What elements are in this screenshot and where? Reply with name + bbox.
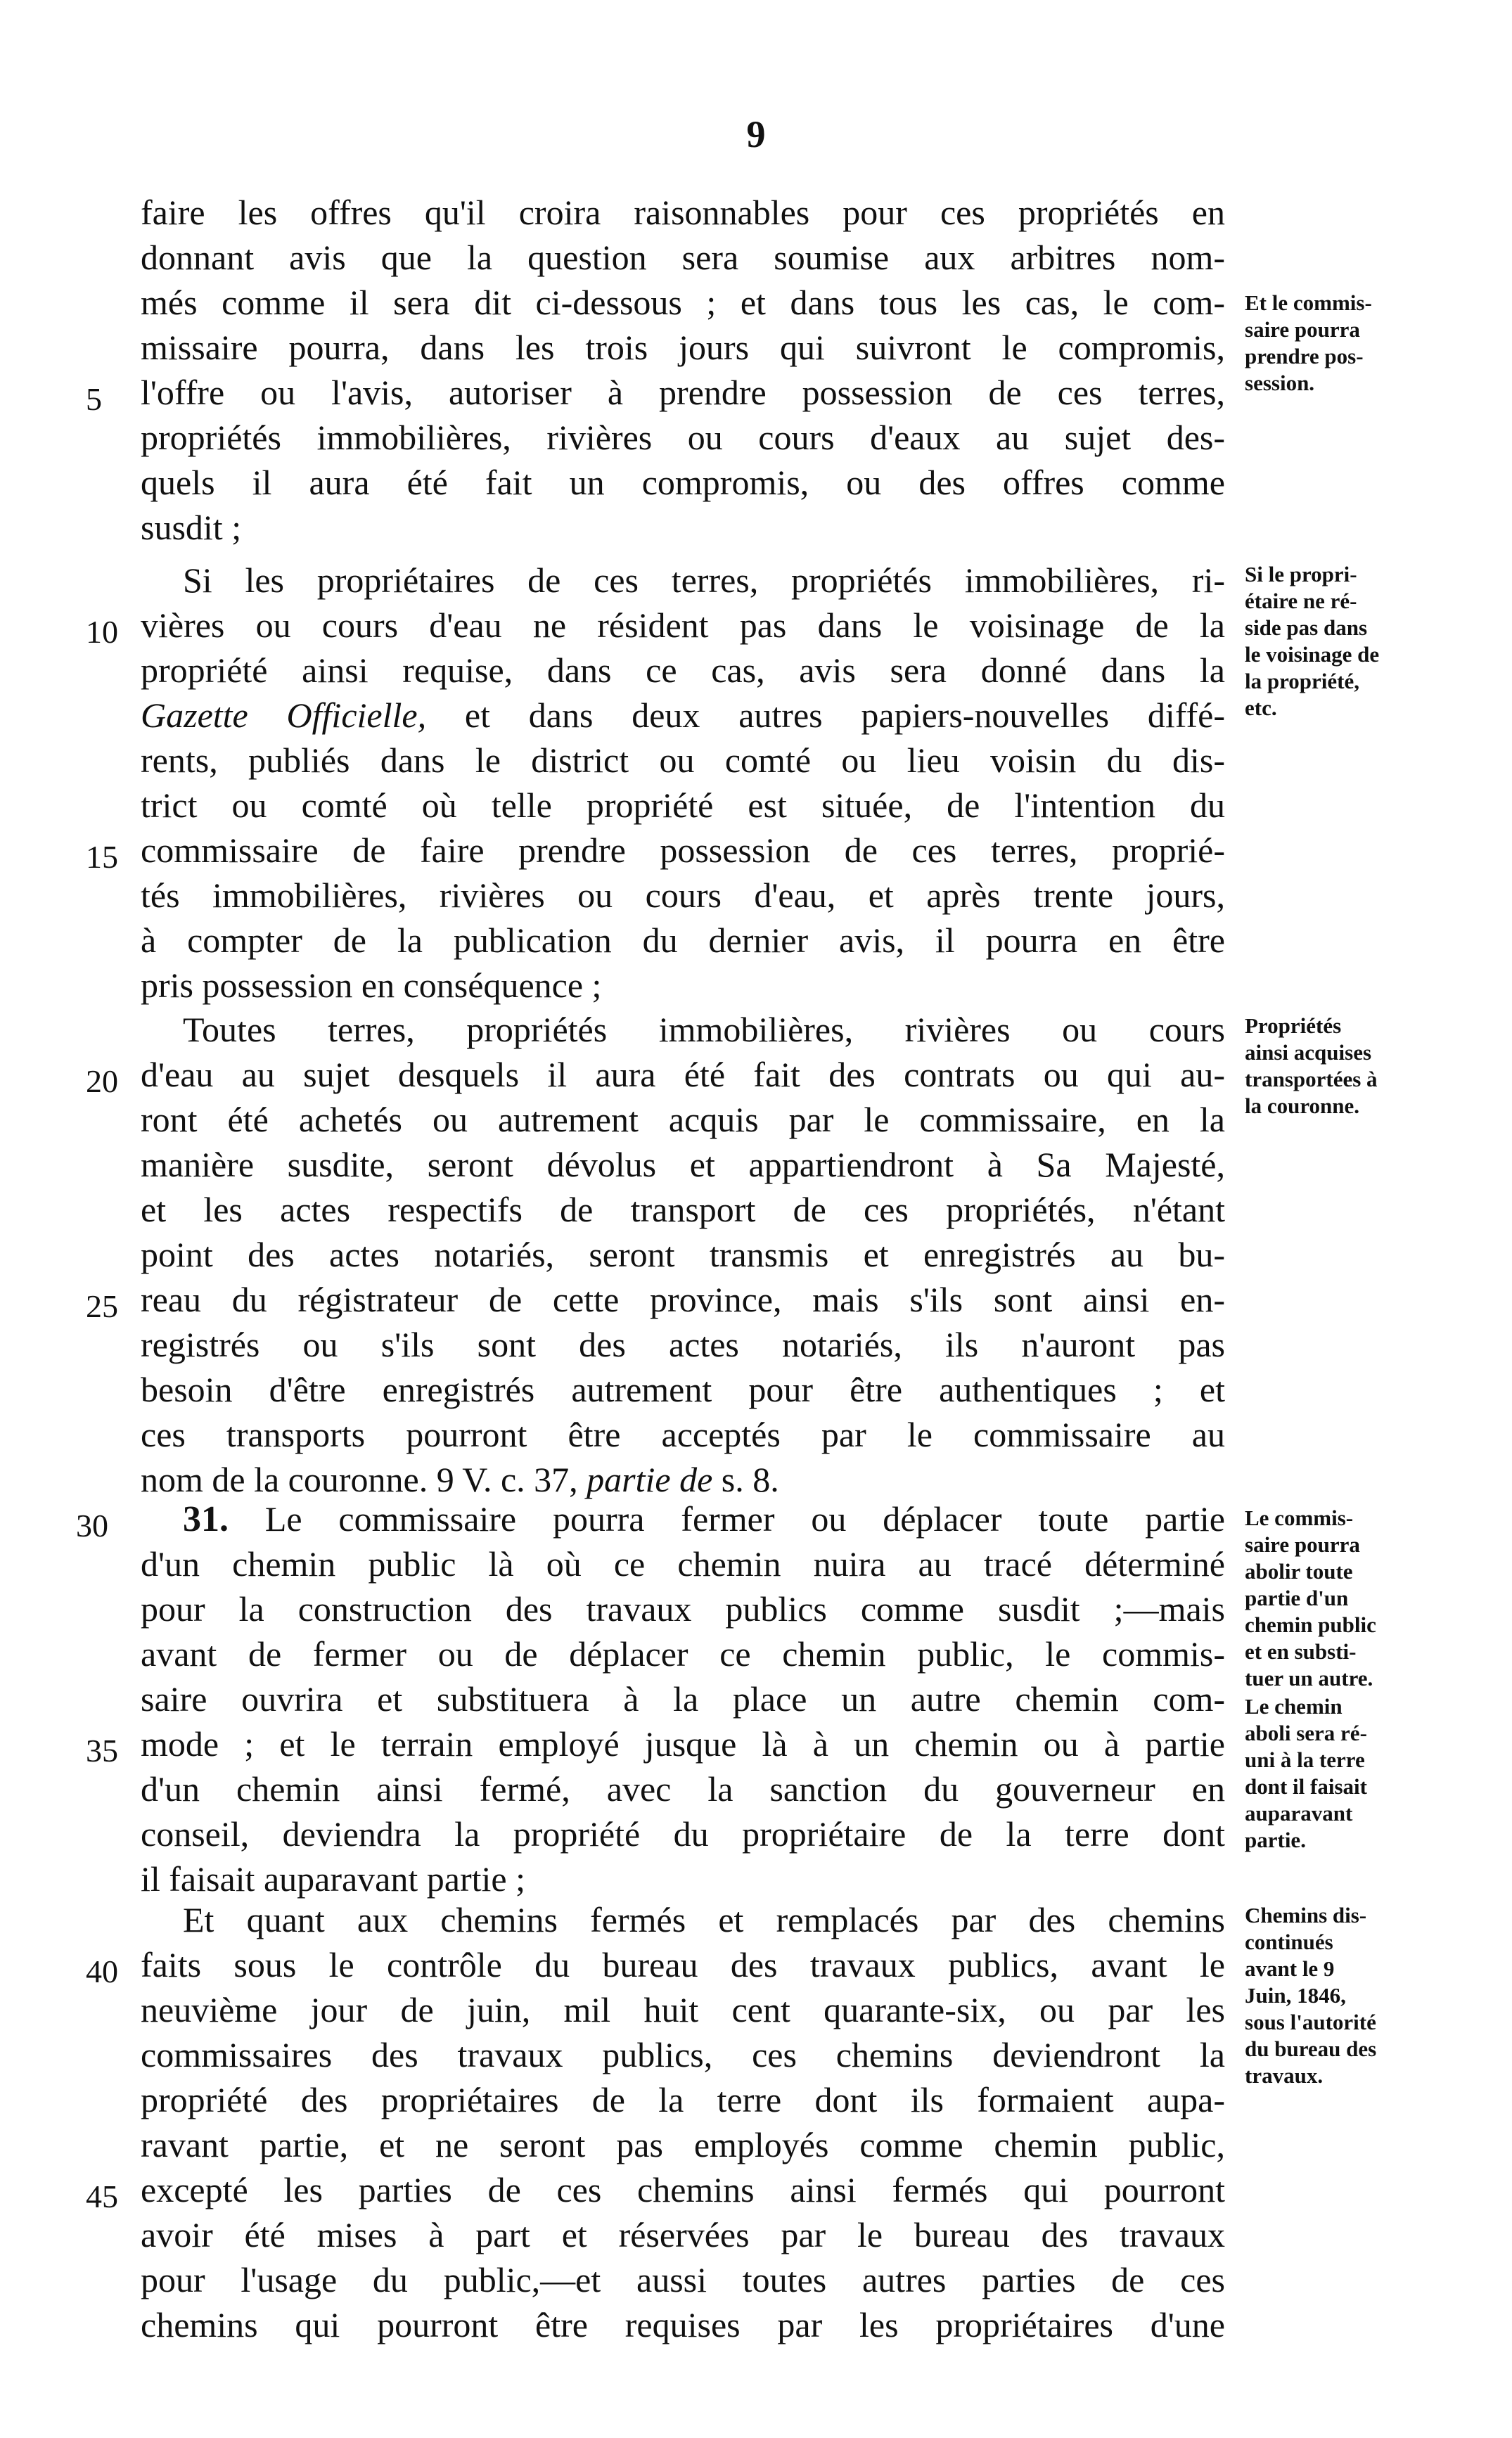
paragraph-1 — [86, 190, 1225, 550]
gazette-title: Gazette Officielle, — [141, 695, 427, 735]
line-number: 20 — [86, 1063, 118, 1099]
text-line: neuvième jour de juin, mil huit cent quarante-six, ou par les — [141, 1990, 1225, 2029]
text-line: 40 faits sous le contrôle du bureau des travaux publics, avant le — [141, 1942, 1225, 1987]
text-line: et les actes respectifs de transport de ces propriétés, n'étant — [141, 1190, 1225, 1229]
text-line: 20 d'eau au sujet desquels il aura été fait des contrats ou qui au- — [141, 1052, 1225, 1097]
text-line: commissaires des travaux publics, ces chemins deviendront la — [141, 2035, 1225, 2074]
text-line: rents, publiés dans le district ou comté ou lieu voisin du dis- — [141, 740, 1225, 780]
margin-note: Le chemin aboli sera ré- uni à la terre dont il faisait auparavant partie. — [1245, 1694, 1367, 1852]
text-line: 30 31. Le commissaire pourra fermer ou déplacer toute partie — [141, 1496, 1225, 1541]
text-line: avoir été mises à part et réservées par le bureau des travaux — [141, 2215, 1225, 2254]
text-line: propriété des propriétaires de la terre dont ils formaient aupa- — [141, 2080, 1225, 2119]
text-line: ront été achetés ou autrement acquis par le commissaire, en la — [141, 1100, 1225, 1139]
text-line: registrés ou s'ils sont des actes notariés, ils n'auront pas — [141, 1325, 1225, 1364]
text-line: d'un chemin ainsi fermé, avec la sanction du gouverneur en — [141, 1769, 1225, 1809]
text-line: 45 excepté les parties de ces chemins ainsi fermés qui pourront — [141, 2167, 1225, 2212]
text-line: trict ou comté où telle propriété est située, de l'intention du — [141, 785, 1225, 825]
text-line: propriété ainsi requise, dans ce cas, avis sera donné dans la — [141, 650, 1225, 690]
section-number: 31. — [183, 1499, 229, 1539]
text-line: missaire pourra, dans les trois jours qui suivront le compromis, — [141, 328, 1225, 367]
margin-note: Et le commis- saire pourra prendre pos- session. — [1245, 290, 1372, 395]
line-number: 30 — [76, 1508, 108, 1544]
text-line: ces transports pourront être acceptés par le commissaire au — [141, 1415, 1225, 1454]
paragraph-2 — [86, 558, 1225, 1008]
text-line: tés immobilières, rivières ou cours d'eau, et après trente jours, — [141, 875, 1225, 915]
text-line: pour l'usage du public,—et aussi toutes autres parties de ces — [141, 2260, 1225, 2299]
text-line: il faisait auparavant partie ; — [141, 1859, 525, 1899]
line-number: 40 — [86, 1953, 118, 1989]
text-line: 10 vières ou cours d'eau ne résident pas dans le voisinage de la — [141, 603, 1225, 648]
text-line: 5 l'offre ou l'avis, autoriser à prendre possession de ces terres, — [141, 370, 1225, 415]
text-line: d'un chemin public là où ce chemin nuira au tracé déterminé — [141, 1544, 1225, 1584]
text-line: 25 reau du régistrateur de cette province, mais s'ils sont ainsi en- — [141, 1277, 1225, 1322]
text-line: donnant avis que la question sera soumise aux arbitres nom- — [141, 238, 1225, 277]
text-line: Si les propriétaires de ces terres, propriétés immobilières, ri- — [183, 560, 1225, 600]
text-line: 15 commissaire de faire prendre possession de ces terres, proprié- — [141, 828, 1225, 873]
text-line: més comme il sera dit ci-dessous ; et dans tous les cas, le com- — [141, 283, 1225, 322]
section-31 — [76, 1496, 1225, 1901]
text-line: besoin d'être enregistrés autrement pour être authentiques ; et — [141, 1370, 1225, 1409]
line-number: 5 — [86, 381, 102, 417]
line-number: 35 — [86, 1733, 118, 1769]
text-line: 35 mode ; et le terrain employé jusque là à un chemin ou à partie — [141, 1721, 1225, 1766]
text-line: saire ouvrira et substituera à la place un autre chemin com- — [141, 1679, 1225, 1719]
margin-note: Propriétés ainsi acquises transportées à la couronne. — [1245, 1013, 1378, 1118]
text-line: pris possession en conséquence ; — [141, 965, 602, 1005]
text-line: propriétés immobilières, rivières ou cours d'eaux au sujet des- — [141, 418, 1225, 457]
text-line: Et quant aux chemins fermés et remplacés par des chemins — [183, 1900, 1225, 1939]
text-line: Toutes terres, propriétés immobilières, rivières ou cours — [183, 1010, 1225, 1049]
text-line: faire les offres qu'il croira raisonnables pour ces propriétés en — [141, 193, 1225, 232]
text-line: susdit ; — [141, 508, 242, 547]
text-line: manière susdite, seront dévolus et appartiendront à Sa Majesté, — [141, 1145, 1225, 1184]
text-line: nom de la couronne. 9 V. c. 37, partie de s. 8. — [141, 1460, 779, 1499]
text-line: pour la construction des travaux publics comme susdit ;—mais — [141, 1589, 1225, 1629]
line-number: 15 — [86, 839, 118, 875]
text-line: conseil, deviendra la propriété du propriétaire de la terre dont — [141, 1814, 1225, 1854]
margin-note: Si le propri- étaire ne ré- side pas dans le voisinage de la propriété, etc. — [1245, 562, 1380, 720]
text-line: ravant partie, et ne seront pas employés comme chemin public, — [141, 2125, 1225, 2164]
text-line: point des actes notariés, seront transmis et enregistrés au bu- — [141, 1235, 1225, 1274]
paragraph-3 — [86, 1007, 1225, 1502]
text-line: à compter de la publication du dernier avis, il pourra en être — [141, 920, 1225, 960]
page-number: 9 — [746, 113, 766, 155]
line-number: 10 — [86, 614, 118, 650]
line-number: 45 — [86, 2179, 118, 2214]
margin-note: Le commis- saire pourra abolir toute partie d'un chemin public et en substi- tuer un autre. — [1245, 1506, 1376, 1690]
text-line: chemins qui pourront être requises par les propriétaires d'une — [141, 2305, 1225, 2344]
line-number: 25 — [86, 1288, 118, 1324]
margin-note: Chemins dis- continués avant le 9 Juin, 1846, sous l'autorité du bureau des travaux. — [1245, 1903, 1377, 2088]
paragraph-5 — [86, 1897, 1225, 2347]
text-line: quels il aura été fait un compromis, ou des offres comme — [141, 463, 1225, 502]
text-line: avant de fermer ou de déplacer ce chemin public, le commis- — [141, 1634, 1225, 1674]
text-line: Gazette Officielle, et dans deux autres papiers-nouvelles diffé- — [141, 695, 1225, 735]
